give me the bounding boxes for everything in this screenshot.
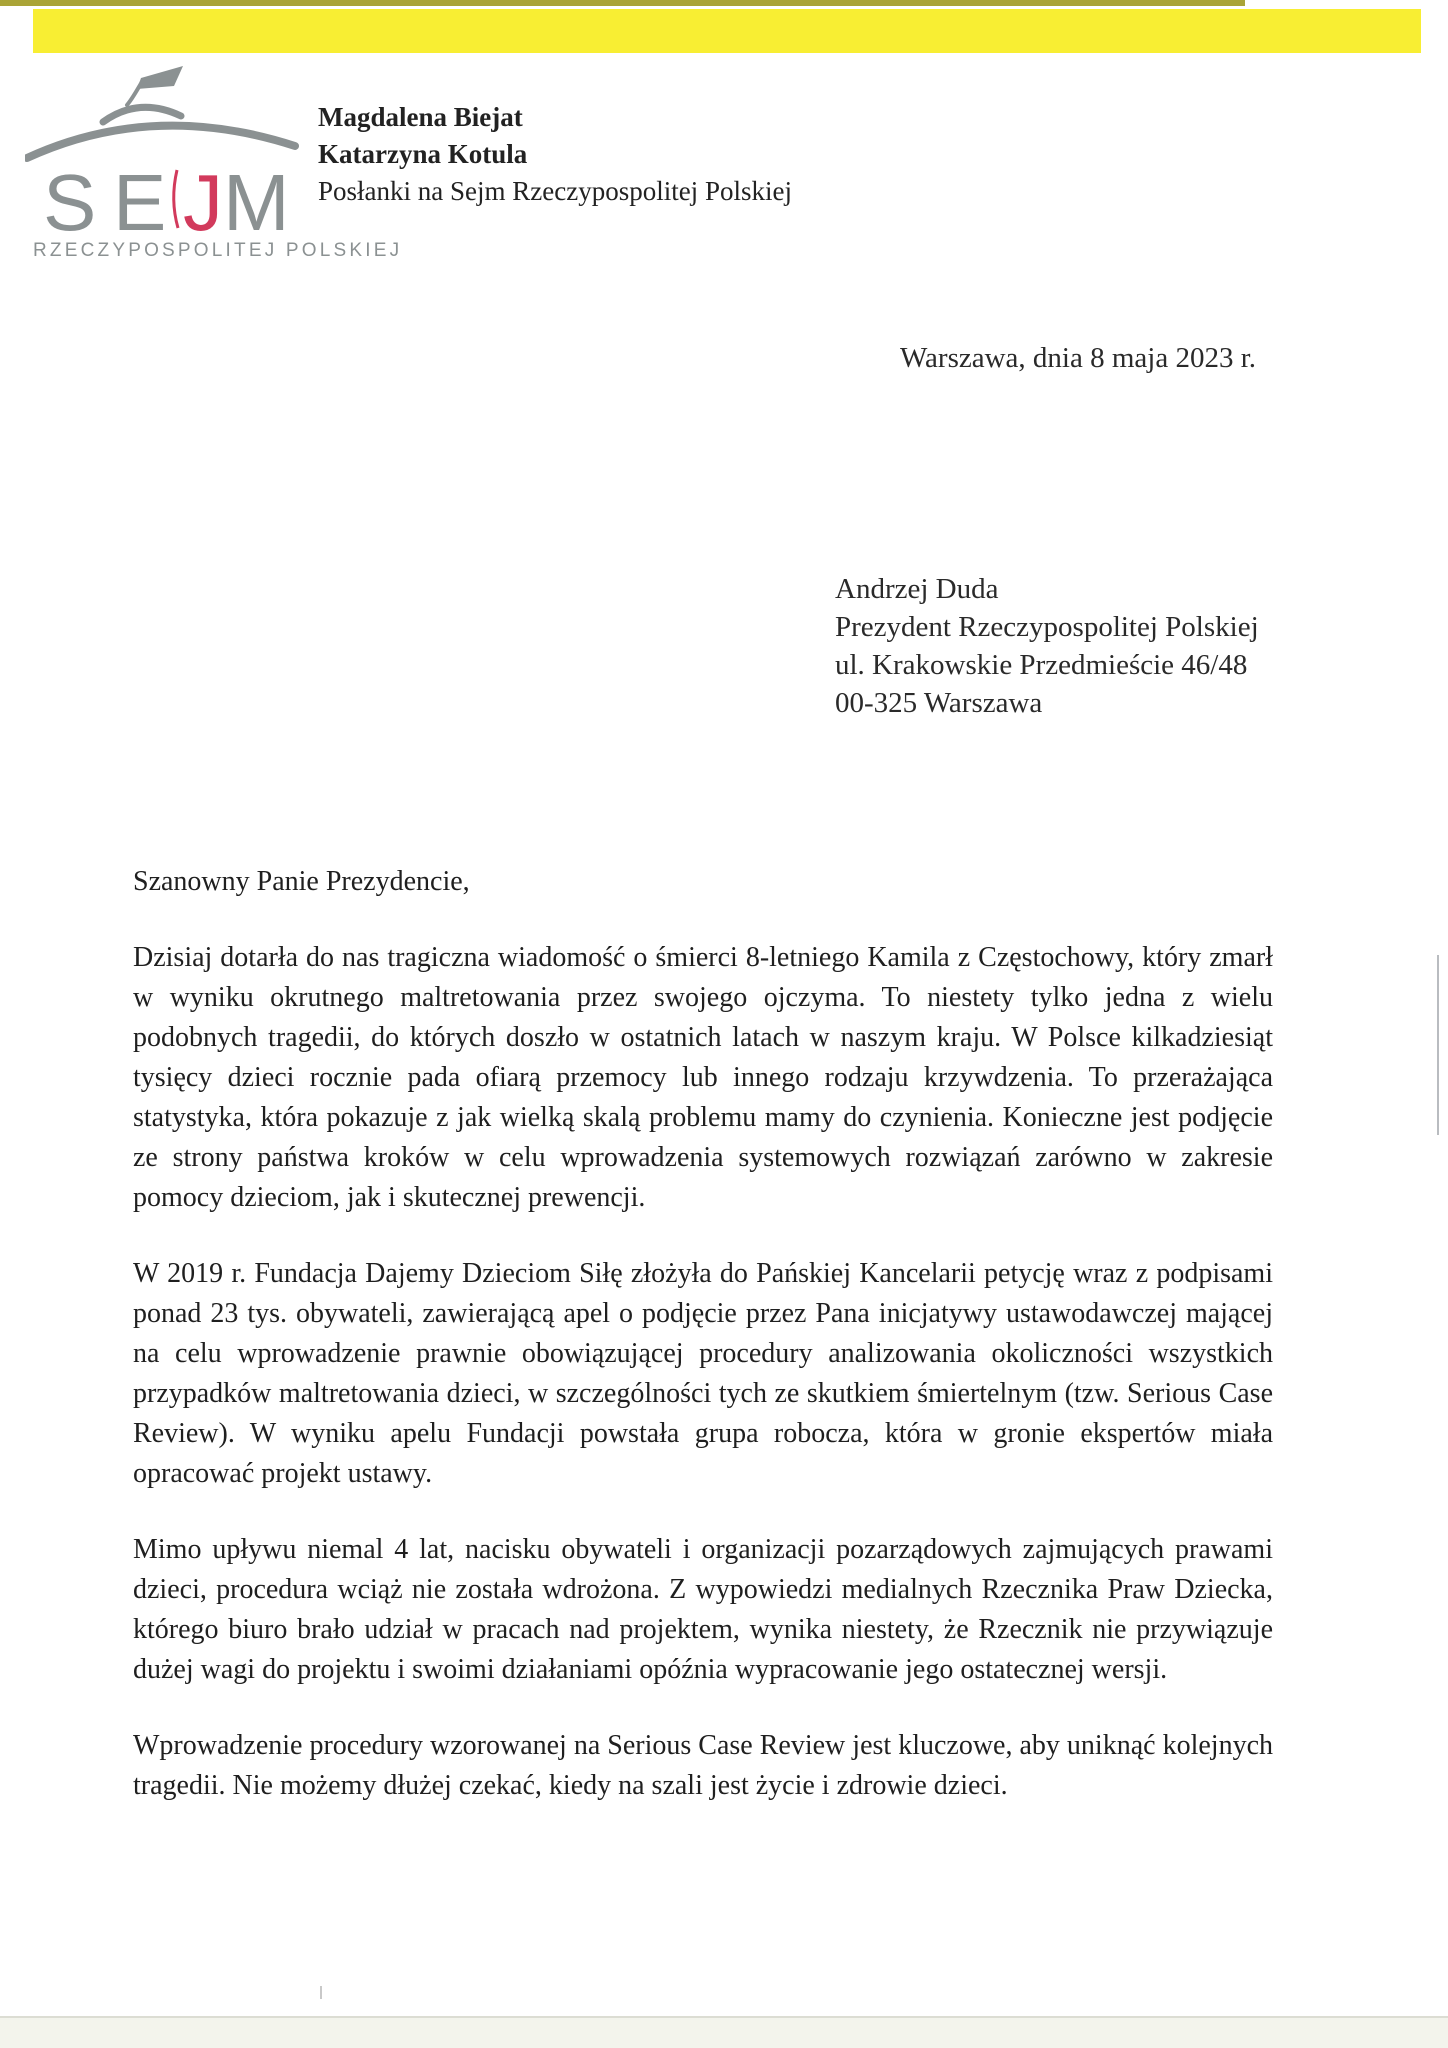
- sejm-logo: [25, 58, 315, 238]
- dome-base-arc: [27, 126, 295, 158]
- recipient-street: ul. Krakowskie Przedmieście 46/48: [835, 649, 1248, 681]
- dome-cap-arc: [103, 107, 181, 122]
- author-name: Magdalena Biejat: [318, 102, 523, 132]
- date-line: Warszawa, dnia 8 maja 2023 r.: [900, 342, 1257, 374]
- paragraph-1: Dzisiaj dotarła do nas tragiczna wiadomość o śmierci 8-letniego Kamila z Częstochowy, który zmarł w wyniku okrutnego maltretowania przez swojego ojczyma. To niestety tylko jedna z wielu podobnych tragedii, do których doszło w ostatnich latach w naszym kraju. W Polsce kilkadziesiąt tysięcy dzieci rocznie pada ofiarą przemocy lub innego rodzaju krzywdzenia. To przerażająca statystyka, która pokazuje z jak wielką skalą problemu mamy do czynienia. Konieczne jest podjęcie ze strony państwa kroków w celu wprowadzenia systemowych rozwiązań zarówno w zakresie pomocy dzieciom, jak i skutecznej prewencji.: [133, 942, 1273, 1213]
- recipient-city: 00-325 Warszawa: [835, 687, 1043, 719]
- recipient-block: [835, 570, 1259, 722]
- logo-letters: [43, 158, 290, 238]
- paragraph-3: Mimo upływu niemal 4 lat, nacisku obywateli i organizacji pozarządowych zajmujących prawami dzieci, procedura wciąż nie została wdrożona. Z wypowiedzi medialnych Rzecznika Praw Dziecka, którego biuro brało udział w pracach nad projektem, wynika niestety, że Rzecznik nie przywiązuje dużej wagi do projektu i swoimi działaniami opóźnia wypracowanie jego ostatecznej wersji.: [133, 1534, 1273, 1685]
- paragraph-4: Wprowadzenie procedury wzorowanej na Serious Case Review jest kluczowe, aby uniknąć kolejnych tragedii. Nie możemy dłużej czekać, kiedy na szali jest życie i zdrowie dzieci.: [133, 1730, 1273, 1801]
- logo-j-accent-stroke: [174, 170, 178, 228]
- scan-edge-strip: [0, 0, 1245, 6]
- scan-artifact-line: [1437, 955, 1439, 1135]
- recipient-name: Andrzej Duda: [835, 573, 999, 605]
- recipient-title: Prezydent Rzeczypospolitej Polskiej: [835, 611, 1259, 643]
- scan-bottom-band: [0, 2018, 1448, 2048]
- logo-subtitle: RZECZYPOSPOLITEJ POLSKIEJ: [33, 240, 403, 261]
- yellow-highlight-bar-top: [33, 9, 1421, 53]
- salutation: Szanowny Panie Prezydencie,: [133, 866, 470, 897]
- scan-artifact-tick: [320, 1986, 322, 1999]
- logo-letter-j-red: J: [183, 158, 223, 238]
- logo-letter-e: E: [113, 158, 167, 238]
- paragraph-2: W 2019 r. Fundacja Dajemy Dzieciom Siłę złożyła do Pańskiej Kancelarii petycję wraz z podpisami ponad 23 tys. obywateli, zawierającą apel o podjęcie przez Pana inicjatywy ustawodawczej mającej na celu wprowadzenie prawnie obowiązującej procedury analizowania okoliczności wszystkich przypadków maltretowania dzieci, w szczególności tych ze skutkiem śmiertelnym (tzw. Serious Case Review). W wyniku apelu Fundacji powstała grupa robocza, która w gronie ekspertów miała opracować projekt ustawy.: [133, 1258, 1273, 1489]
- author-block: [318, 99, 792, 210]
- flag-icon: [137, 66, 183, 89]
- author-name: Katarzyna Kotula: [318, 139, 528, 169]
- letter-body: [133, 862, 1273, 1806]
- logo-letter-s: S: [43, 158, 97, 238]
- author-role: Posłanki na Sejm Rzeczypospolitej Polskiej: [318, 176, 792, 206]
- logo-letter-m: M: [223, 158, 290, 238]
